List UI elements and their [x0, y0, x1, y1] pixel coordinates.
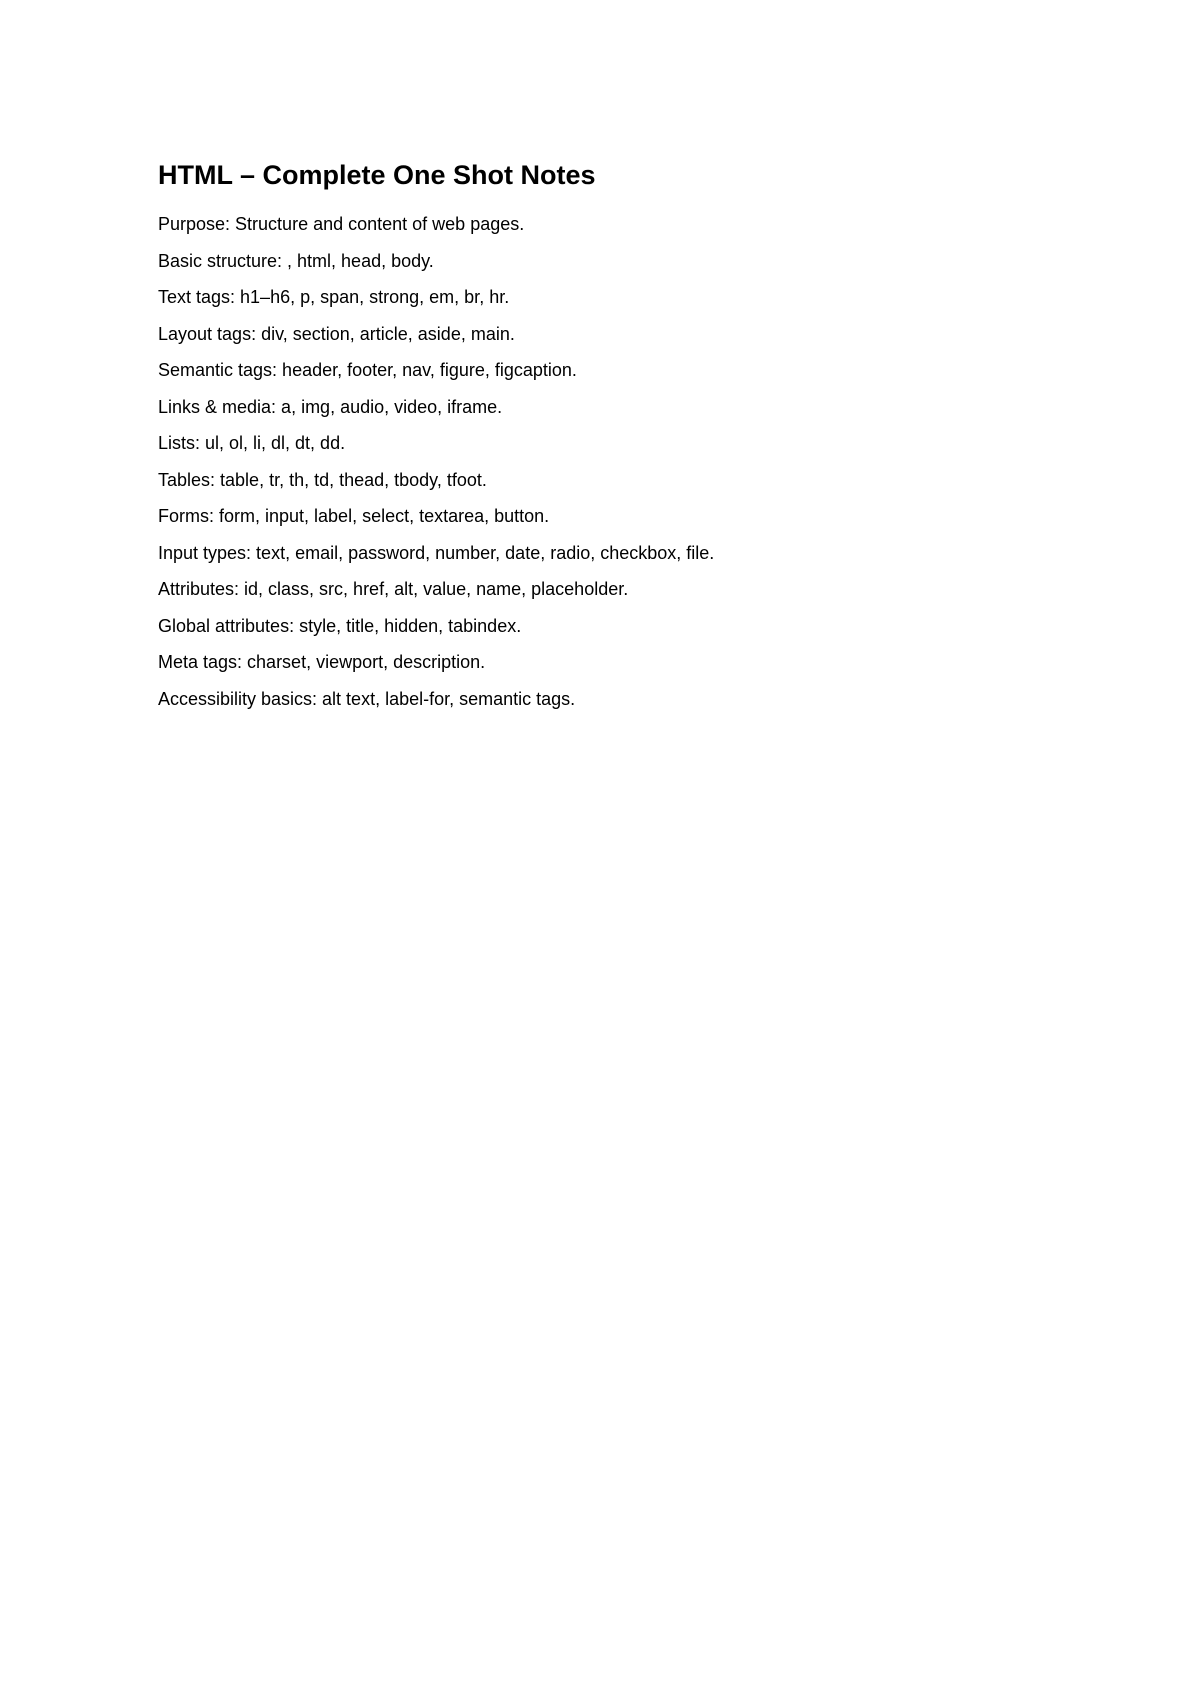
note-global-attributes: Global attributes: style, title, hidden, tabindex. [158, 615, 522, 636]
notes-list [158, 206, 1058, 717]
note-meta-tags: Meta tags: charset, viewport, description. [158, 652, 486, 672]
note-forms: Forms: form, input, label, select, textarea, button. [158, 506, 550, 526]
note-attributes: Attributes: id, class, src, href, alt, value, name, placeholder. [158, 579, 629, 599]
note-links-media: Links & media: a, img, audio, video, iframe. [158, 396, 503, 417]
note-semantic-tags: Semantic tags: header, footer, nav, figure, figcaption. [158, 360, 577, 380]
note-basic-structure: Basic structure: , html, head, body. [158, 250, 434, 271]
note-lists: Lists: ul, ol, li, dl, dt, dd. [158, 433, 346, 453]
note-accessibility: Accessibility basics: alt text, label-for, semantic tags. [158, 688, 576, 709]
note-layout-tags: Layout tags: div, section, article, aside, main. [158, 323, 515, 344]
note-tables: Tables: table, tr, th, td, thead, tbody, tfoot. [158, 469, 487, 490]
note-input-types: Input types: text, email, password, number, date, radio, checkbox, file. [158, 542, 715, 563]
note-purpose: Purpose: Structure and content of web pages. [158, 214, 525, 234]
document-content [158, 158, 1058, 717]
document-title: HTML – Complete One Shot Notes [158, 160, 596, 190]
note-text-tags: Text tags: h1–h6, p, span, strong, em, br, hr. [158, 287, 510, 307]
